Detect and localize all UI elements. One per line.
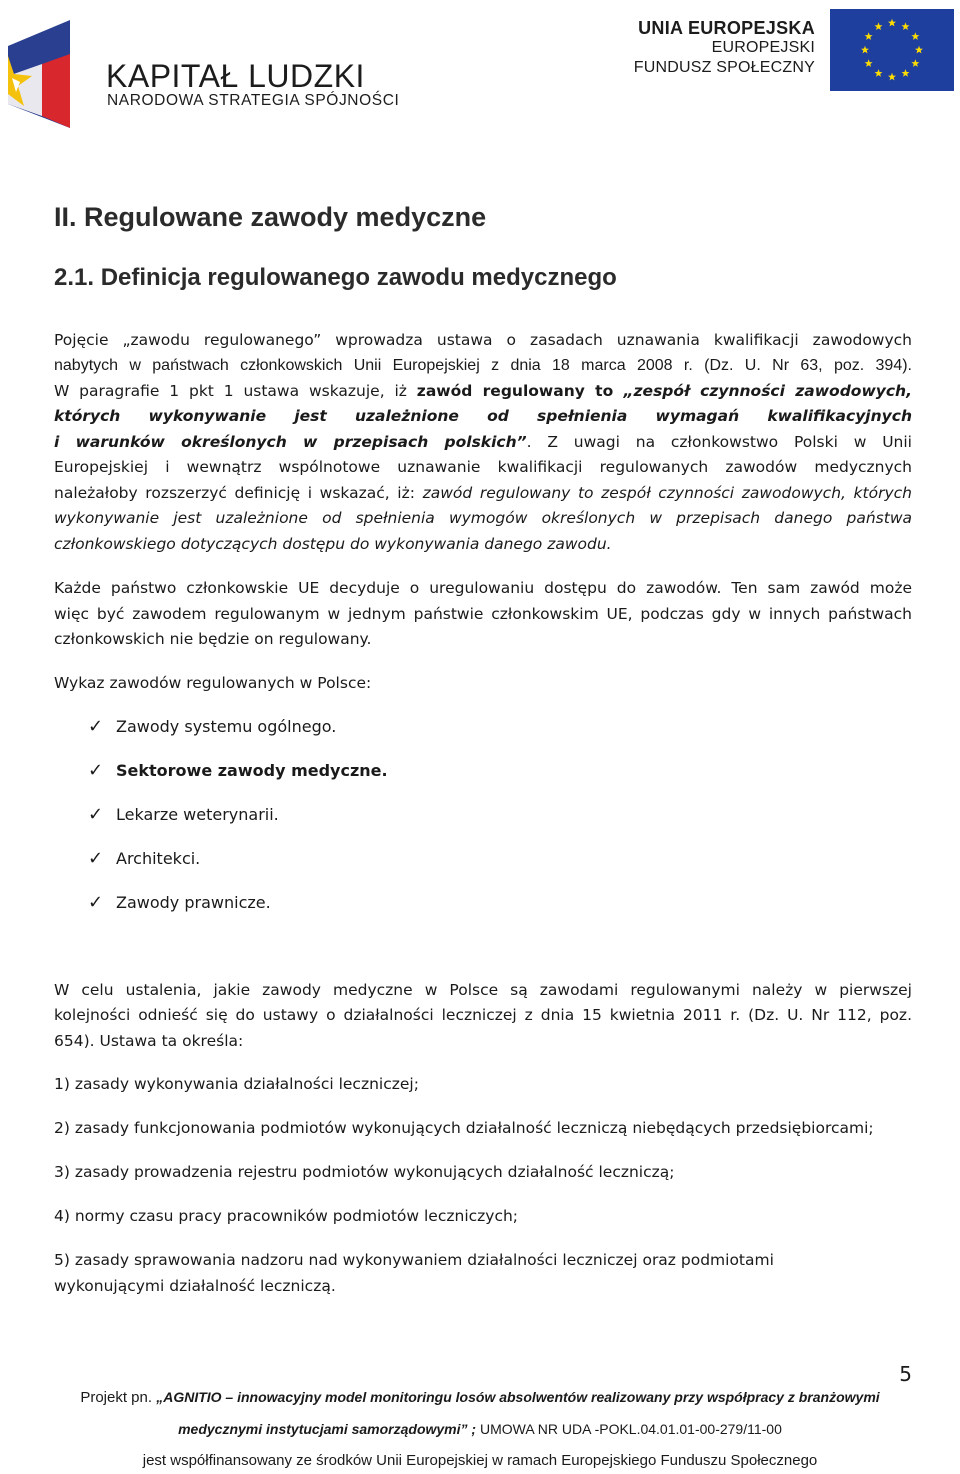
footer-project-name-cont: medycznymi instytucjami samorządowymi” ; (178, 1421, 477, 1437)
para1-line8: wykonywanie jest uzależnione od spełnienia wymogów określonych w przepisach danego państwa (54, 509, 912, 527)
check-icon: ✓ (88, 804, 104, 825)
kapital-ludzki-subtitle: NARODOWA STRATEGIA SPÓJNOŚCI (107, 92, 400, 109)
page-number: 5 (899, 1362, 912, 1386)
check-icon: ✓ (88, 716, 104, 737)
subsection-heading: 2.1. Definicja regulowanego zawodu medycznego (54, 264, 617, 291)
checklist-item (88, 716, 336, 737)
footer-project-label: Projekt pn. (80, 1389, 157, 1406)
para1-line3-bold-italic: „zespół czynności zawodowych, (623, 382, 912, 400)
checklist-item (88, 892, 271, 913)
eu-line-2: EUROPEJSKI (711, 39, 815, 56)
para3-line2: kolejności odnieść się do ustawy o działalności leczniczej z dnia 15 kwietnia 2011 r. (Dz. U. Nr 112, poz. (54, 1006, 912, 1024)
numbered-item: 4) normy czasu pracy pracowników podmiotów leczniczych; (54, 1207, 519, 1225)
para1-line1: Pojęcie „zawodu regulowanego” wprowadza ustawa o zasadach uznawania kwalifikacji zawodowych (54, 331, 912, 349)
kapital-ludzki-title: KAPITAŁ LUDZKI (106, 58, 365, 94)
checklist-item-label: Sektorowe zawody medyczne. (116, 761, 388, 780)
eu-fund-label (634, 18, 815, 78)
para1-line5-bold-italic: i warunków określonych w przepisach polskich” (54, 433, 527, 451)
numbered-item-continuation: wykonującymi działalność leczniczą. (54, 1277, 336, 1295)
para1-line3 (54, 380, 912, 402)
para3-line1: W celu ustalenia, jakie zawody medyczne w Polsce są zawodami regulowanymi należy w pierwszej (54, 981, 912, 999)
numbered-item: 1) zasady wykonywania działalności leczniczej; (54, 1075, 419, 1093)
numbered-item: 3) zasady prowadzenia rejestru podmiotów wykonujących działalność leczniczą; (54, 1163, 675, 1181)
para2-line2: więc być zawodem regulowanym w jednym państwie członkowskim UE, podczas gdy w innych państwach (54, 605, 912, 623)
para1-line9: członkowskiego dotyczących dostępu do wykonywania danego zawodu. (54, 535, 612, 553)
checklist-item (88, 760, 388, 781)
checklist-item (88, 804, 279, 825)
numbered-item: 2) zasady funkcjonowania podmiotów wykonujących działalność leczniczą niebędących przedsiębiorcami; (54, 1119, 874, 1137)
para1-line2: nabytych w państwach członkowskich Unii Europejskiej z dnia 18 marca 2008 r. (Dz. U. Nr 63, poz. 394). (54, 357, 912, 374)
footer-project-name: „AGNITIO – innowacyjny model monitoringu losów absolwentów realizowany przy współpracy z branżowymi (156, 1389, 880, 1405)
para1-line6: Europejskiej i wewnątrz wspólnotowe uznawanie kwalifikacji regulowanych zawodów medycznych (54, 458, 912, 476)
checklist-item-label: Architekci. (116, 849, 201, 868)
eu-line-3: FUNDUSZ SPOŁECZNY (633, 59, 815, 76)
eu-flag-icon (830, 9, 954, 91)
para2-line3: członkowskich nie będzie on regulowany. (54, 630, 372, 648)
para1-line4: których wykonywanie jest uzależnione od spełnienia wymagań kwalifikacyjnych (54, 407, 912, 425)
para3-line3: 654). Ustawa ta określa: (54, 1032, 244, 1050)
para1-line7-plain: należałoby rozszerzyć definicję i wskazać, iż: (54, 484, 423, 502)
check-icon: ✓ (88, 760, 104, 781)
checklist-item (88, 848, 200, 869)
section-heading: II. Regulowane zawody medyczne (54, 202, 487, 232)
footer-line1 (0, 1389, 960, 1406)
check-icon: ✓ (88, 892, 104, 913)
para2-line1: Każde państwo członkowskie UE decyduje o uregulowaniu dostępu do zawodów. Ten sam zawód może (54, 579, 912, 597)
kapital-ludzki-emblem-icon (2, 16, 78, 136)
checklist-item-label: Lekarze weterynarii. (116, 805, 279, 824)
footer-line2 (0, 1421, 960, 1437)
checklist-item-label: Zawody prawnicze. (116, 893, 271, 912)
eu-line-1: UNIA EUROPEJSKA (638, 18, 815, 38)
checklist-item-label: Zawody systemu ogólnego. (116, 717, 337, 736)
check-icon: ✓ (88, 848, 104, 869)
list-intro: Wykaz zawodów regulowanych w Polsce: (54, 674, 372, 692)
footer-contract-number: UMOWA NR UDA -POKL.04.01.01-00-279/11-00 (476, 1421, 782, 1437)
footer-line3: jest współfinansowany ze środków Unii Europejskiej w ramach Europejskiego Funduszu Społecznego (142, 1452, 818, 1469)
para1-line3-plain: W paragrafie 1 pkt 1 ustawa wskazuje, iż (54, 382, 417, 400)
para1-line5-plain: . Z uwagi na członkowstwo Polski w Unii (526, 433, 912, 451)
para1-line5 (54, 431, 912, 453)
para1-line7-italic: zawód regulowany to zespół czynności zawodowych, których (422, 484, 912, 502)
para1-line7 (54, 482, 912, 504)
para1-line3-bold: zawód regulowany to (416, 382, 624, 400)
numbered-item: 5) zasady sprawowania nadzoru nad wykonywaniem działalności leczniczej oraz podmiotami (54, 1251, 774, 1269)
